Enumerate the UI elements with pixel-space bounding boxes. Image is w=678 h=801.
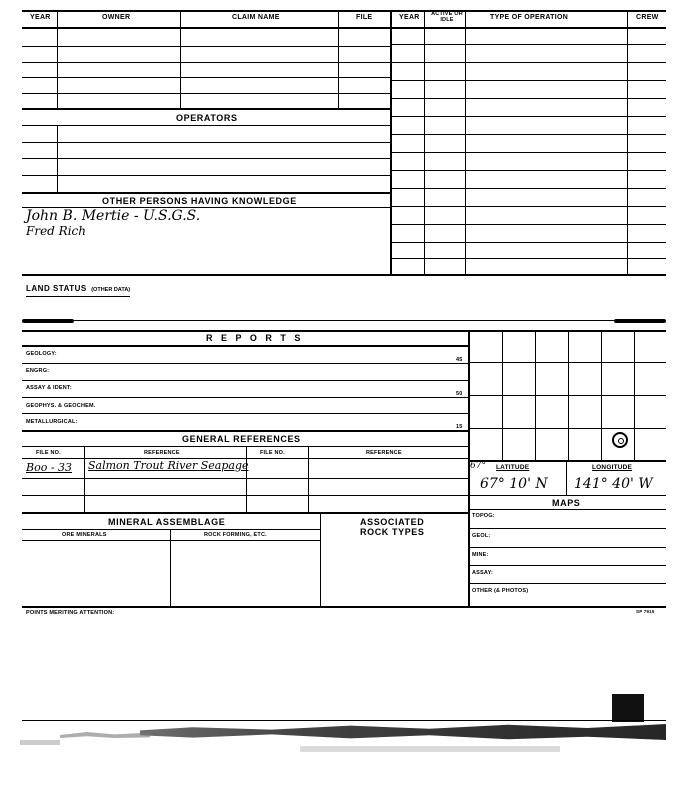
other-person-1: John B. Mertie - U.S.G.S. (26, 208, 201, 224)
associated-label: ASSOCIATED (360, 517, 425, 527)
other-person-2: Fred Rich (26, 224, 86, 238)
gr-file-no-header-2: FILE NO. (260, 450, 285, 456)
general-references-title: GENERAL REFERENCES (182, 434, 301, 444)
other-persons-label: OTHER PERSONS HAVING KNOWLEDGE (102, 196, 297, 206)
report-row-label: ASSAY & IDENT: (26, 385, 72, 391)
land-status-note: (OTHER DATA) (91, 287, 131, 293)
header-year-2: YEAR (399, 14, 420, 21)
report-row-label: GEOLOGY: (26, 351, 57, 357)
longitude-value: 141° 40' W (574, 476, 653, 492)
land-status-label: LAND STATUS (26, 284, 87, 293)
report-row-label: GEOPHYS. & GEOCHEM. (26, 403, 96, 409)
rock-types-label: ROCK TYPES (360, 527, 425, 537)
gr-reference-header: REFERENCE (144, 450, 180, 456)
longitude-label: LONGITUDE (592, 464, 633, 471)
header-active-or-idle: ACTIVE OR IDLE (431, 11, 463, 23)
header-crew: CREW (636, 14, 659, 21)
map-item: OTHER (& PHOTOS) (472, 588, 529, 594)
location-marker (612, 432, 628, 448)
map-item: TOPOG: (472, 513, 495, 519)
ore-minerals-header: ORE MINERALS (62, 532, 107, 538)
report-row-code: 50 (456, 391, 463, 397)
report-row-label: METALLURGICAL: (26, 419, 78, 425)
lat-prefix: 67° (470, 461, 486, 471)
maps-title: MAPS (552, 498, 581, 508)
rock-forming-header: ROCK FORMING, ETC. (204, 532, 267, 538)
gr-reference-header-2: REFERENCE (366, 450, 402, 456)
gr-file-no-header: FILE NO. (36, 450, 61, 456)
map-item: MINE: (472, 552, 489, 558)
points-meriting-attention-label: POINTS MERITING ATTENTION: (26, 610, 115, 616)
operators-label: OPERATORS (176, 113, 238, 123)
header-type-of-operation: TYPE OF OPERATION (490, 14, 569, 21)
report-row-label: ENGRG: (26, 368, 50, 374)
report-row-code: 45 (456, 357, 463, 363)
map-item: GEOL: (472, 533, 491, 539)
form-number: SP 7915 (636, 609, 655, 614)
map-item: ASSAY: (472, 570, 494, 576)
header-owner: OWNER (102, 14, 131, 21)
mineral-assemblage-title: MINERAL ASSEMBLAGE (108, 517, 226, 527)
gr-entry-reference: Salmon Trout River Seapage (88, 459, 249, 472)
gr-entry-file: Boo - 33 (26, 461, 73, 474)
latitude-label: LATITUDE (496, 464, 530, 471)
reports-title: R E P O R T S (206, 333, 304, 343)
header-file: FILE (356, 14, 373, 21)
report-row-code: 15 (456, 424, 463, 430)
header-claim-name: CLAIM NAME (232, 14, 280, 21)
land-status-title (26, 278, 130, 297)
header-year: YEAR (30, 14, 51, 21)
latitude-value: 67° 10' N (480, 476, 548, 492)
